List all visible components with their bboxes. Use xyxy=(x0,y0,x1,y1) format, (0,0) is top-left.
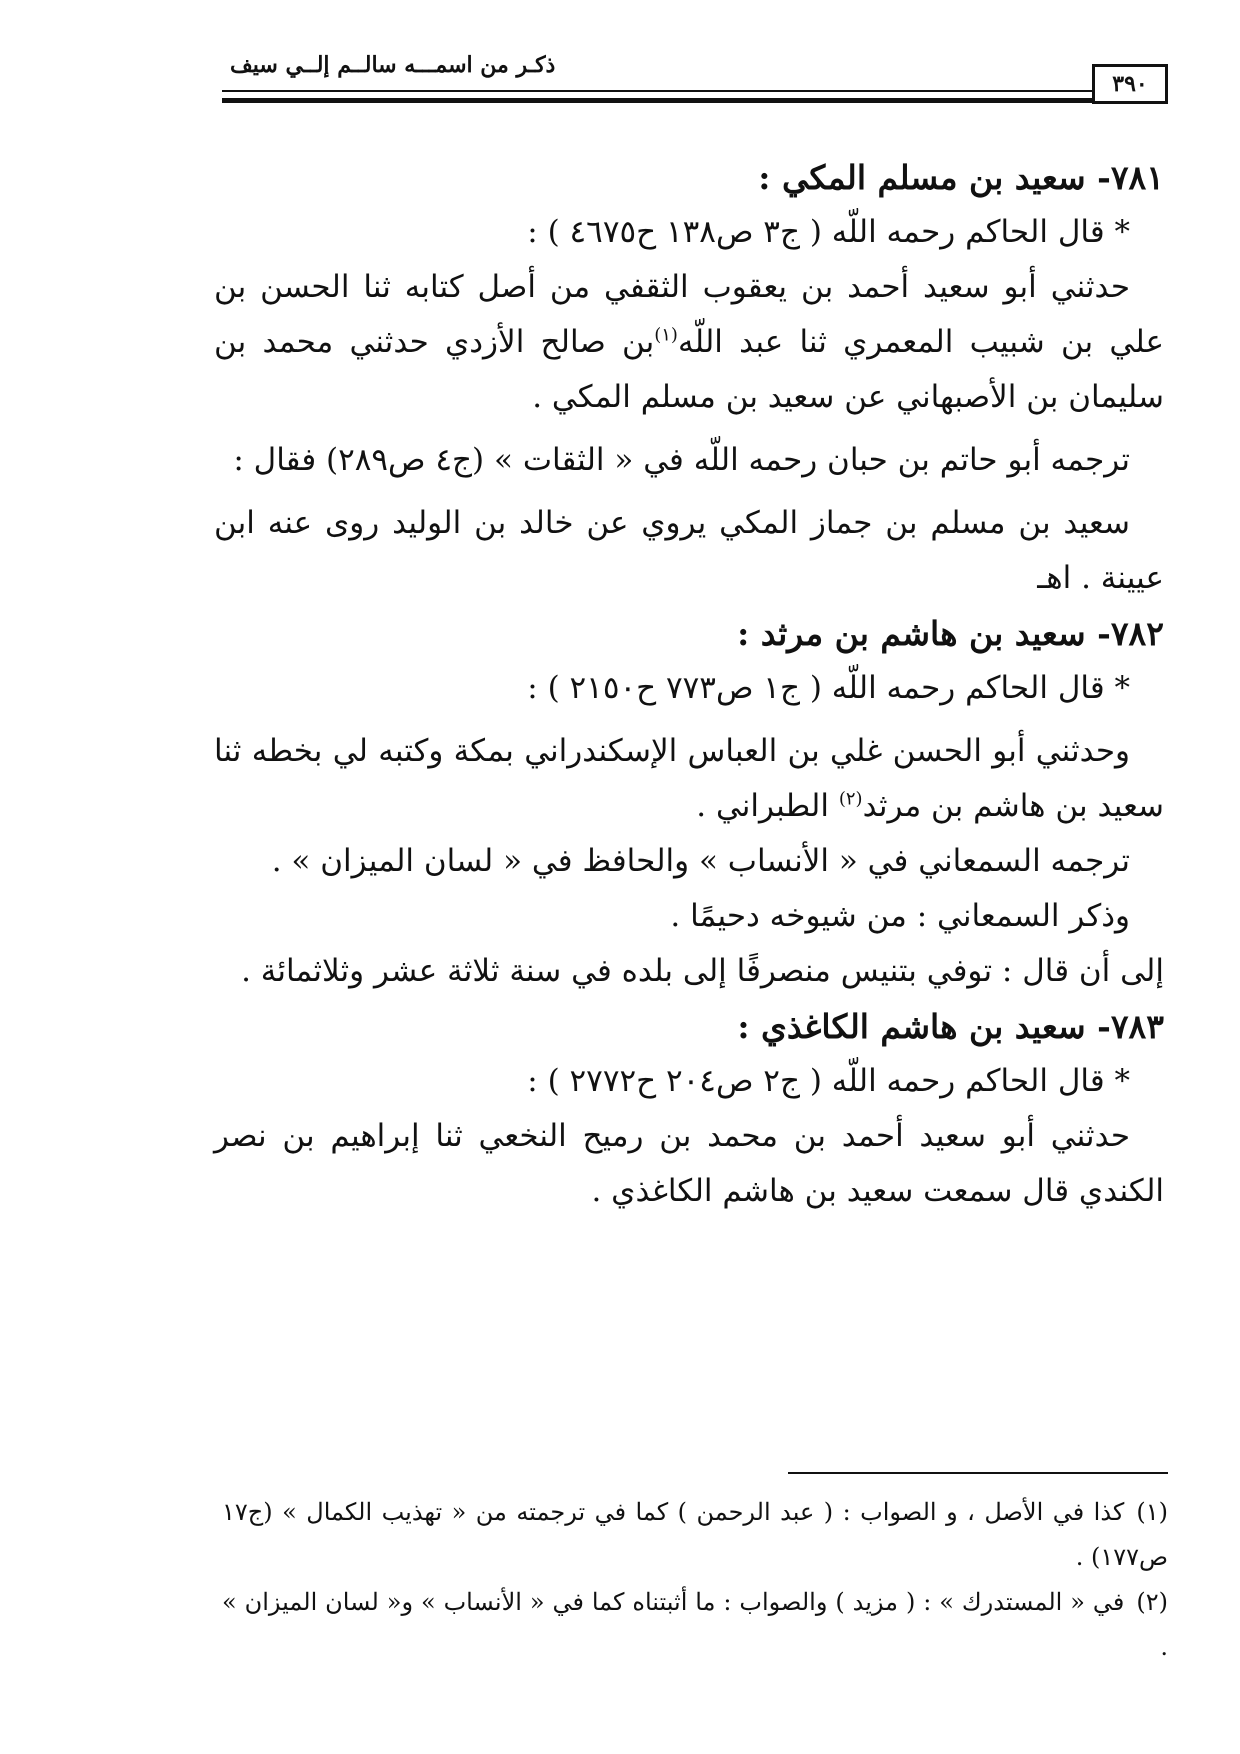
footnote xyxy=(222,1580,1168,1670)
quote-paragraph: سعيد بن مسلم بن جماز المكي يروي عن خالد بن الوليد روى عنه ابن عيينة . اهـ xyxy=(214,505,1164,596)
page-number: ٣٩٠ xyxy=(1092,64,1168,104)
note-line: وذكر السمعاني : من شيوخه دحيمًا . xyxy=(670,898,1130,934)
footnote-marker: (١) xyxy=(654,324,678,346)
footnote-number: (١) xyxy=(1136,1498,1168,1526)
isnad-text: وحدثني أبو الحسن غلي بن العباس الإسكندراني بمكة وكتبه لي بخطه ثنا سعيد بن هاشم بن مرثد xyxy=(214,733,1164,824)
isnad-text: حدثني أبو سعيد أحمد بن يعقوب الثقفي من أصل كتابه ثنا الحسن بن علي بن شبيب المعمري ثنا عبد اللّه xyxy=(214,269,1164,360)
running-title: ذكـر من اسمـــه سالــم إلــي سيف xyxy=(230,52,556,78)
isnad-paragraph xyxy=(214,724,1164,834)
isnad-paragraph: حدثني أبو سعيد أحمد بن محمد بن رميح النخعي ثنا إبراهيم بن نصر الكندي قال سمعت سعيد بن هاشم الكاغذي . xyxy=(214,1118,1164,1209)
source-citation: * قال الحاكم رحمه اللّه ( ج٢ ص٢٠٤ ح٢٧٧٢ ) : xyxy=(527,1063,1130,1099)
tarjama-line: ترجمه السمعاني في « الأنساب » والحافظ في « لسان الميزان » . xyxy=(271,843,1130,879)
entry-title: ٧٨١- سعيد بن مسلم المكي : xyxy=(758,158,1164,197)
source-citation: * قال الحاكم رحمه اللّه ( ج١ ص٧٧٣ ح٢١٥٠ ) : xyxy=(527,670,1130,706)
header-rule-thick xyxy=(222,98,1092,103)
footnote xyxy=(222,1490,1168,1580)
footnote-separator xyxy=(788,1472,1168,1474)
footnote-marker: (٢) xyxy=(838,788,863,810)
footnote-text: في « المستدرك » : ( مزيد ) والصواب : ما أثبتناه كما في « الأنساب » و« لسان الميزان » . xyxy=(222,1588,1168,1661)
source-citation: * قال الحاكم رحمه اللّه ( ج٣ ص١٣٨ ح٤٦٧٥ ) : xyxy=(527,214,1130,250)
main-text xyxy=(214,150,1164,1219)
footnote-number: (٢) xyxy=(1136,1588,1168,1616)
note-line: إلى أن قال : توفي بتنيس منصرفًا إلى بلده في سنة ثلاثة عشر وثلاثمائة . xyxy=(241,953,1164,989)
entry-title: ٧٨٣- سعيد بن هاشم الكاغذي : xyxy=(737,1007,1164,1046)
footnotes xyxy=(222,1490,1168,1670)
isnad-paragraph xyxy=(214,260,1164,425)
isnad-text: بن صالح الأزدي حدثني محمد بن سليمان بن الأصبهاني عن سعيد بن مسلم المكي . xyxy=(214,324,1164,415)
header-rule-thin xyxy=(222,90,1092,92)
tarjama-line: ترجمه أبو حاتم بن حبان رحمه اللّه في « الثقات » (ج٤ ص٢٨٩) فقال : xyxy=(233,442,1130,478)
isnad-text: الطبراني . xyxy=(696,788,829,824)
footnote-text: كذا في الأصل ، و الصواب : ( عبد الرحمن ) كما في ترجمته من « تهذيب الكمال » (ج١٧ ص١٧٧) . xyxy=(222,1498,1168,1571)
entry-title: ٧٨٢- سعيد بن هاشم بن مرثد : xyxy=(737,614,1164,653)
